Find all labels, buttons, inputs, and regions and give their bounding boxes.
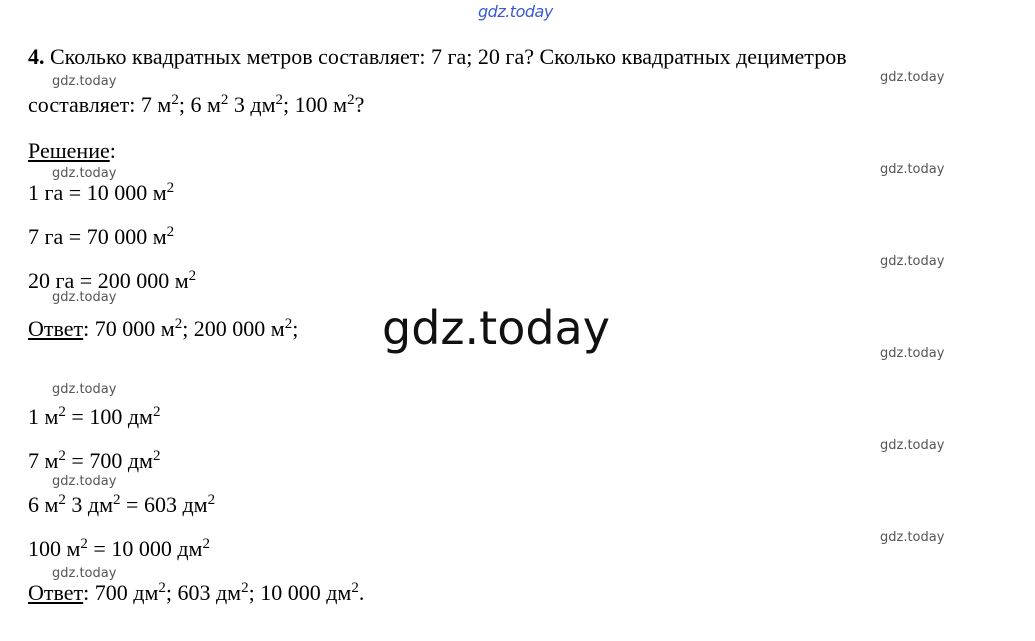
watermark: gdz.today bbox=[880, 346, 945, 361]
text: 3 дм bbox=[65, 492, 114, 517]
watermark: gdz.today bbox=[52, 74, 117, 89]
watermark: gdz.today bbox=[52, 382, 117, 397]
problem-text: Сколько квадратных метров составляет: 7 га; 20 га? Сколько квадратных дециметров bbox=[50, 44, 847, 69]
superscript: 2 bbox=[152, 448, 161, 464]
text: 20 га = 200 000 м bbox=[28, 268, 189, 293]
answer-label: Ответ bbox=[28, 580, 84, 605]
watermark-top: gdz.today bbox=[478, 2, 553, 21]
text: : 700 дм bbox=[83, 580, 159, 605]
watermark: gdz.today bbox=[52, 166, 117, 181]
text: ; 100 м bbox=[283, 92, 348, 117]
superscript: 2 bbox=[58, 448, 66, 464]
solution-line bbox=[28, 492, 215, 518]
superscript: 2 bbox=[152, 404, 161, 420]
text: . bbox=[358, 580, 365, 605]
text: : 70 000 м bbox=[83, 316, 175, 341]
text: = 700 дм bbox=[65, 448, 153, 473]
text: составляет: 7 м bbox=[28, 92, 172, 117]
solution-line bbox=[28, 448, 160, 474]
text: 1 га = 10 000 м bbox=[28, 180, 167, 205]
superscript: 2 bbox=[284, 316, 293, 332]
text: = 603 дм bbox=[120, 492, 208, 517]
superscript: 2 bbox=[58, 492, 66, 508]
superscript: 2 bbox=[166, 224, 175, 240]
superscript: 2 bbox=[174, 316, 183, 332]
text: 7 м bbox=[28, 448, 59, 473]
text: ? bbox=[354, 92, 365, 117]
superscript: 2 bbox=[113, 492, 121, 508]
answer-2 bbox=[28, 580, 364, 606]
watermark-large: gdz.today bbox=[382, 301, 610, 355]
problem-line-1 bbox=[28, 44, 847, 70]
problem-number: 4. bbox=[28, 44, 45, 69]
text: 6 м bbox=[28, 492, 59, 517]
superscript: 2 bbox=[207, 492, 216, 508]
watermark: gdz.today bbox=[880, 530, 945, 545]
watermark: gdz.today bbox=[880, 438, 945, 453]
answer-label: Ответ bbox=[28, 316, 84, 341]
text: 1 м bbox=[28, 404, 59, 429]
watermark: gdz.today bbox=[52, 566, 117, 581]
superscript: 2 bbox=[351, 580, 359, 596]
watermark: gdz.today bbox=[880, 254, 945, 269]
solution-heading bbox=[28, 138, 116, 164]
text: = 100 дм bbox=[65, 404, 153, 429]
watermark: gdz.today bbox=[52, 474, 117, 489]
solution-line bbox=[28, 180, 174, 206]
text: = 10 000 дм bbox=[87, 536, 203, 561]
text: 7 га = 70 000 м bbox=[28, 224, 167, 249]
watermark: gdz.today bbox=[880, 70, 945, 85]
superscript: 2 bbox=[241, 580, 249, 596]
text: 100 м bbox=[28, 536, 81, 561]
text: ; 6 м bbox=[178, 92, 221, 117]
text: ; 10 000 дм bbox=[248, 580, 352, 605]
superscript: 2 bbox=[202, 536, 210, 552]
solution-line bbox=[28, 536, 210, 562]
superscript: 2 bbox=[188, 268, 197, 284]
solution-line bbox=[28, 404, 160, 430]
text: ; 200 000 м bbox=[182, 316, 285, 341]
heading-text: Решение bbox=[28, 138, 110, 163]
solution-line bbox=[28, 268, 196, 294]
text: ; bbox=[292, 316, 299, 341]
superscript: 2 bbox=[158, 580, 166, 596]
superscript: 2 bbox=[171, 92, 179, 108]
text: ; 603 дм bbox=[165, 580, 242, 605]
superscript: 2 bbox=[80, 536, 88, 552]
superscript: 2 bbox=[220, 92, 229, 108]
problem-line-2 bbox=[28, 92, 364, 118]
superscript: 2 bbox=[58, 404, 66, 420]
superscript: 2 bbox=[347, 92, 355, 108]
solution-line bbox=[28, 224, 174, 250]
answer-1 bbox=[28, 316, 298, 342]
text: : bbox=[109, 138, 116, 163]
watermark: gdz.today bbox=[880, 162, 945, 177]
text: 3 дм bbox=[228, 92, 276, 117]
watermark: gdz.today bbox=[52, 290, 117, 305]
superscript: 2 bbox=[166, 180, 175, 196]
superscript: 2 bbox=[275, 92, 284, 108]
